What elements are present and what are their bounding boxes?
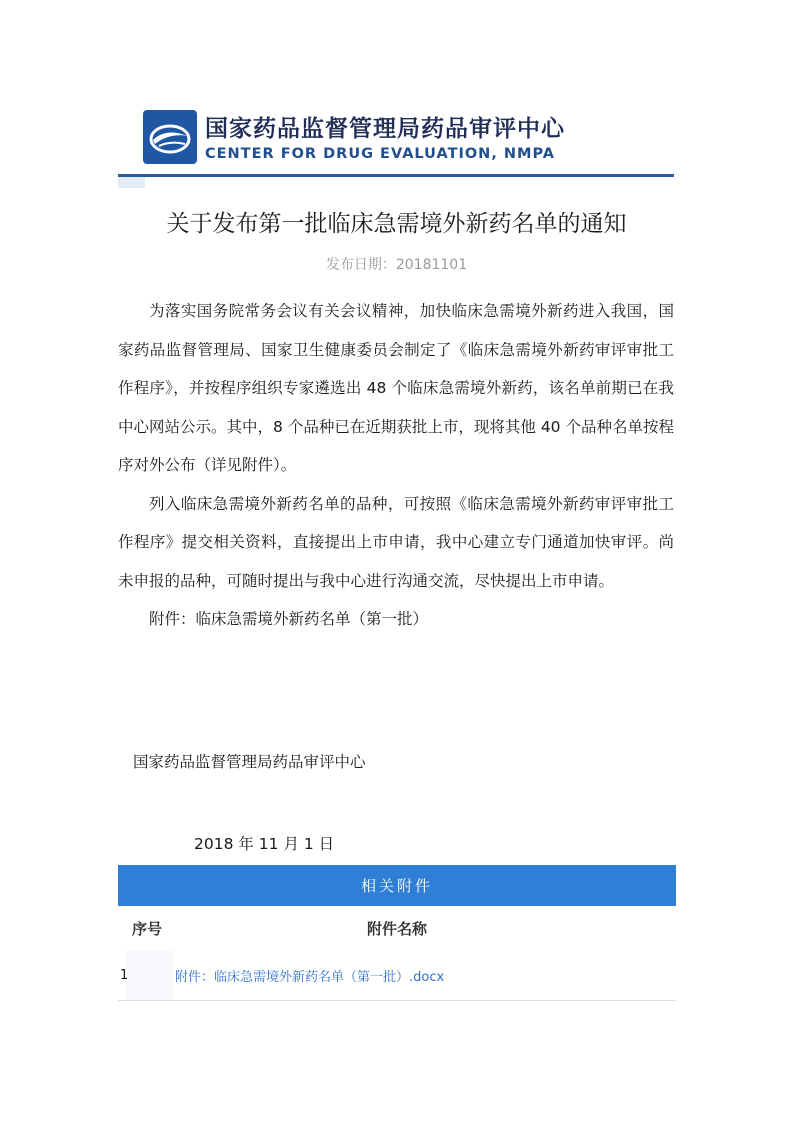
attachments-column-headers [118, 906, 676, 950]
signature-org: 国家药品监督管理局药品审评中心 [133, 753, 366, 771]
attachments-header: 相关附件 [118, 865, 676, 906]
org-name-cn: 国家药品监督管理局药品审评中心 [205, 116, 565, 142]
column-header-no: 序号 [132, 919, 163, 938]
cde-logo-icon[interactable] [143, 110, 197, 164]
attachment-note: 附件：临床急需境外新药名单（第一批） [149, 610, 429, 628]
header-divider [118, 174, 674, 177]
attachments-table [118, 865, 676, 1001]
article-body [118, 292, 674, 639]
paragraph: 为落实国务院常务会议有关会议精神，加快临床急需境外新药进入我国，国家药品监督管理局、国家卫生健康委员会制定了《临床急需境外新药审评审批工作程序》，并按程序组织专家遴选出 48 个临床急需境外新药，该名单前期已在我中心网站公示。其中，8 个品种已在近期获批上市，现将其他 40 个品种名单按程序对外公布（详见附件）。 [118, 302, 674, 474]
signature-date: 2018 年 11 月 1 日 [194, 835, 335, 853]
table-row [118, 950, 676, 1001]
column-header-name: 附件名称 [366, 919, 427, 938]
page-title: 关于发布第一批临床急需境外新药名单的通知 [166, 211, 627, 237]
org-name-en: CENTER FOR DRUG EVALUATION, NMPA [205, 146, 555, 162]
paragraph: 列入临床急需境外新药名单的品种，可按照《临床急需境外新药审评审批工作程序》提交相关资料，直接提出上市申请，我中心建立专门通道加快审评。尚未申报的品种，可随时提出与我中心进行沟通交流，尽快提出上市申请。 [118, 494, 674, 590]
site-header [118, 100, 674, 180]
publish-date: 发布日期：20181101 [325, 257, 468, 273]
row-number: 1 [118, 950, 173, 1000]
header-tab-marker [118, 177, 145, 188]
attachment-link[interactable]: 附件：临床急需境外新药名单（第一批）.docx [175, 969, 445, 985]
